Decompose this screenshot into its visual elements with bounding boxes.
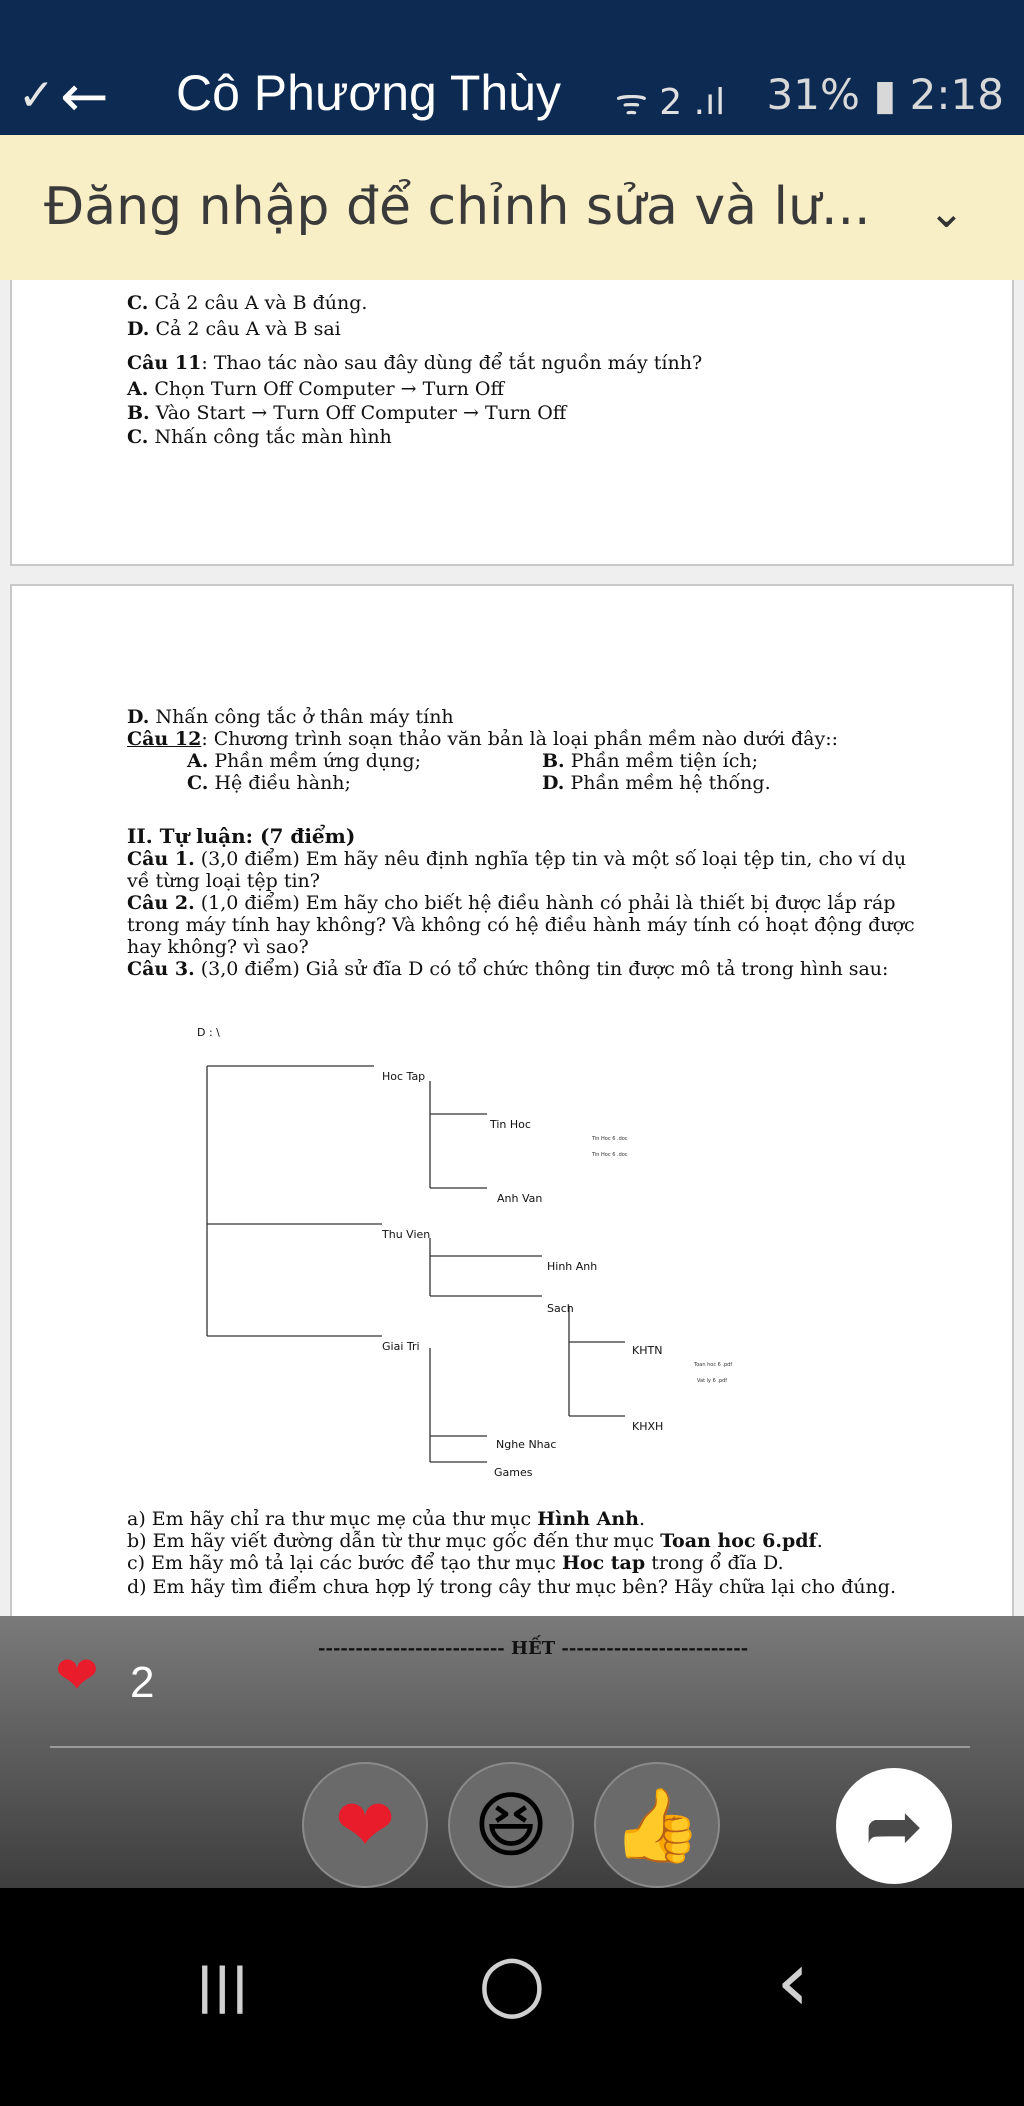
text-line: C. Cả 2 câu A và B đúng. [127,292,368,314]
question-12: Câu 12: Chương trình soạn thảo văn bản là loại phần mềm nào dưới đây:: [127,728,839,750]
document-page-2 [10,584,1014,1616]
tree-node-games: Games [494,1466,533,1479]
tree-node-khxh: KHXH [632,1420,664,1433]
tree-node-anh-van: Anh Van [497,1192,543,1205]
document-viewer[interactable] [0,280,1024,1616]
tree-node-khtn: KHTN [632,1344,663,1357]
tree-node-hoc-tap: Hoc Tap [382,1070,426,1083]
directory-tree-diagram [12,586,1012,1616]
like-reaction-button[interactable]: 👍 [594,1762,720,1888]
tree-file: Tin Hoc 6 .doc [592,1152,628,1158]
home-icon[interactable]: ○ [478,1938,547,2028]
text-line: Câu 3. (3,0 điểm) Giả sử đĩa D có tổ chức thông tin được mô tả trong hình sau: [127,958,889,980]
question-d: d) Em hãy tìm điểm chưa hợp lý trong cây thư mục bên? Hãy chữa lại cho đúng. [127,1576,896,1598]
recent-apps-icon[interactable]: ||| [196,1958,249,2014]
love-reaction-button[interactable]: ❤ [302,1762,428,1888]
status-bar [0,0,1024,135]
section-heading: II. Tự luận: (7 điểm) [127,824,356,848]
text-line: C. Nhấn công tắc màn hình [127,426,392,448]
document-page-1 [10,280,1014,566]
haha-reaction-button[interactable]: 😆 [448,1762,574,1888]
tree-node-sach: Sach [547,1302,574,1315]
back-arrow-icon[interactable]: ← [60,62,109,130]
banner-text: Đăng nhập để chỉnh sửa và lư... [44,177,871,237]
network-icons: ᯤ 2 .ıl [615,82,726,123]
login-banner[interactable] [0,135,1024,280]
tree-node-thu-vien: Thu Vien [382,1228,431,1241]
app-title: Cô Phương Thùy [176,65,561,121]
text-line: hay không? vì sao? [127,936,309,958]
tree-file: Toan hoc 6 .pdf [694,1362,733,1368]
reaction-overlay [0,1616,1024,1888]
text-line: về từng loại tệp tin? [127,870,320,892]
text-line: Câu 1. (3,0 điểm) Em hãy nêu định nghĩa tệp tin và một số loại tệp tin, cho ví dụ [127,848,907,870]
text-line: D. Cả 2 câu A và B sai [127,318,341,340]
question-b: b) Em hãy viết đường dẫn từ thư mục gốc đến thư mục Toan hoc 6.pdf. [127,1530,823,1552]
heart-icon: ❤ [55,1646,99,1706]
end-marker: ------------------------- HẾT ------------------------- [318,1638,749,1659]
tree-node-root: D : \ [197,1026,220,1039]
option: D. Phần mềm hệ thống. [542,772,771,794]
share-button[interactable]: ➦ [836,1768,952,1884]
text-line: trong máy tính hay không? Và không có hệ điều hành máy tính có hoạt động được [127,914,915,936]
text-line: D. Nhấn công tắc ở thân máy tính [127,706,454,728]
text-line: B. Vào Start → Turn Off Computer → Turn Off [127,402,567,424]
download-done-icon: ✓ [18,70,55,121]
back-icon[interactable]: ‹ [776,1932,810,2030]
android-nav-bar [0,1888,1024,2106]
question-c: c) Em hãy mô tả lại các bước để tạo thư mục Hoc tap trong ổ đĩa D. [127,1552,784,1574]
chevron-down-icon[interactable]: ⌄ [928,187,965,238]
tree-file: Tin Hoc 6 .doc [592,1136,628,1142]
text-line: Câu 11: Thao tác nào sau đây dùng để tắt nguồn máy tính? [127,352,703,374]
option: A. Phần mềm ứng dụng; [187,750,421,772]
text-line: Câu 2. (1,0 điểm) Em hãy cho biết hệ điều hành có phải là thiết bị được lắp ráp [127,892,896,914]
tree-node-giai-tri: Giai Tri [382,1340,420,1353]
text-line: A. Chọn Turn Off Computer → Turn Off [127,378,504,400]
tree-file: Vat ly 6 .pdf [697,1378,728,1384]
tree-node-nghe-nhac: Nghe Nhac [496,1438,557,1451]
tree-node-hinh-anh: Hinh Anh [547,1260,598,1273]
question-a: a) Em hãy chỉ ra thư mục mẹ của thư mục Hình Anh. [127,1508,646,1530]
divider [50,1746,970,1748]
battery-time: 31% ▮ 2:18 [766,70,1004,119]
option: C. Hệ điều hành; [187,772,351,794]
tree-node-tin-hoc: Tin Hoc [490,1118,531,1131]
like-count[interactable]: 2 [130,1658,155,1707]
option: B. Phần mềm tiện ích; [542,750,759,772]
